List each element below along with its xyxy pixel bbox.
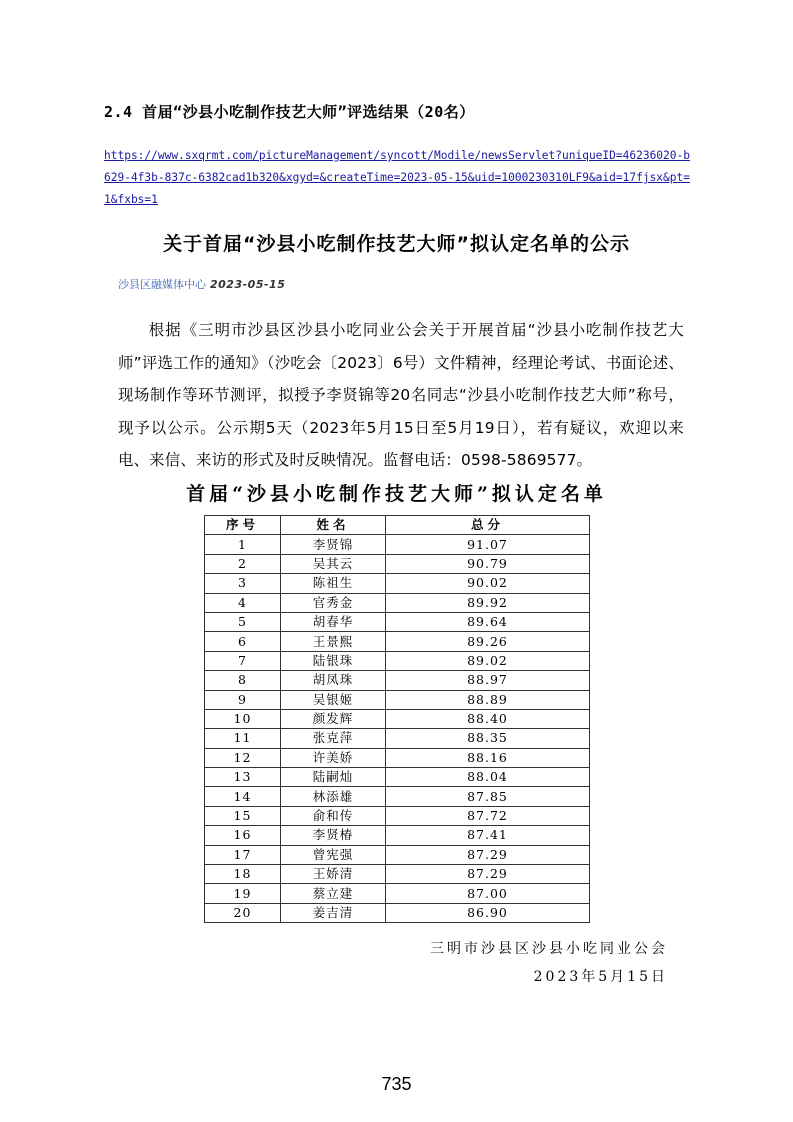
cell-name: 许美娇 <box>281 748 386 767</box>
article-title: 关于首届“沙县小吃制作技艺大师”拟认定名单的公示 <box>163 233 630 255</box>
cell-score: 89.02 <box>386 651 590 670</box>
cell-index: 5 <box>205 612 281 631</box>
table-row <box>205 612 590 631</box>
cell-score: 91.07 <box>386 535 590 554</box>
cell-score: 88.16 <box>386 748 590 767</box>
cell-score: 90.79 <box>386 554 590 573</box>
cell-name: 吴银姬 <box>281 690 386 709</box>
signature-date: 2023年5月15日 <box>533 969 668 985</box>
cell-score: 88.97 <box>386 671 590 690</box>
cell-index: 3 <box>205 574 281 593</box>
table-row <box>205 903 590 922</box>
table-row <box>205 535 590 554</box>
table-row <box>205 845 590 864</box>
table-row <box>205 768 590 787</box>
signature-org: 三明市沙县区沙县小吃同业公会 <box>430 941 668 957</box>
notice-body <box>118 314 684 477</box>
header-score: 总分 <box>386 516 590 535</box>
table-row <box>205 690 590 709</box>
cell-score: 88.04 <box>386 768 590 787</box>
cell-score: 88.40 <box>386 709 590 728</box>
list-title: 首届“沙县小吃制作技艺大师”拟认定名单 <box>186 483 607 505</box>
table-row <box>205 748 590 767</box>
byline-date: 2023-05-15 <box>210 278 286 291</box>
cell-score: 90.02 <box>386 574 590 593</box>
header-index: 序号 <box>205 516 281 535</box>
table-row <box>205 787 590 806</box>
cell-score: 87.00 <box>386 884 590 903</box>
cell-name: 官秀金 <box>281 593 386 612</box>
cell-name: 胡春华 <box>281 612 386 631</box>
table-row <box>205 806 590 825</box>
cell-name: 陈祖生 <box>281 574 386 593</box>
byline <box>118 276 285 292</box>
cell-name: 胡凤珠 <box>281 671 386 690</box>
cell-score: 87.85 <box>386 787 590 806</box>
cell-name: 蔡立建 <box>281 884 386 903</box>
cell-name: 吴其云 <box>281 554 386 573</box>
cell-name: 林添雄 <box>281 787 386 806</box>
cell-name: 姜吉清 <box>281 903 386 922</box>
cell-index: 7 <box>205 651 281 670</box>
cell-index: 15 <box>205 806 281 825</box>
cell-score: 89.92 <box>386 593 590 612</box>
table-row <box>205 709 590 728</box>
cell-name: 曾宪强 <box>281 845 386 864</box>
cell-name: 俞和传 <box>281 806 386 825</box>
cell-score: 88.35 <box>386 729 590 748</box>
table-row <box>205 729 590 748</box>
cell-name: 李贤椿 <box>281 826 386 845</box>
section-heading: 2.4 首届“沙县小吃制作技艺大师”评选结果（20名） <box>104 103 475 121</box>
table-row <box>205 671 590 690</box>
ranking-table-body <box>205 535 590 923</box>
table-header-row <box>205 516 590 535</box>
table-row <box>205 593 590 612</box>
cell-index: 14 <box>205 787 281 806</box>
cell-score: 87.41 <box>386 826 590 845</box>
cell-name: 颜发辉 <box>281 709 386 728</box>
source-link[interactable]: https://www.sxqrmt.com/pictureManagement/syncott/Modile/newsServlet?uniqueID=46236020-b629-4f3b-837c-6382cad1b320&xgyd=&createTime=2023-05-15&uid=1000230310LF9&aid=17fjsx&pt=1&fxbs=1 <box>104 149 690 206</box>
table-row <box>205 554 590 573</box>
cell-index: 6 <box>205 632 281 651</box>
ranking-table <box>204 515 590 923</box>
page-number: 735 <box>381 1074 412 1094</box>
cell-score: 87.29 <box>386 865 590 884</box>
cell-index: 1 <box>205 535 281 554</box>
cell-index: 11 <box>205 729 281 748</box>
cell-index: 4 <box>205 593 281 612</box>
cell-index: 9 <box>205 690 281 709</box>
cell-name: 李贤锦 <box>281 535 386 554</box>
cell-index: 12 <box>205 748 281 767</box>
cell-name: 陆嗣灿 <box>281 768 386 787</box>
header-name: 姓名 <box>281 516 386 535</box>
byline-source: 沙县区融媒体中心 <box>118 278 206 291</box>
cell-name: 王景熙 <box>281 632 386 651</box>
cell-score: 86.90 <box>386 903 590 922</box>
cell-score: 87.29 <box>386 845 590 864</box>
cell-score: 88.89 <box>386 690 590 709</box>
cell-index: 13 <box>205 768 281 787</box>
cell-name: 王娇清 <box>281 865 386 884</box>
notice-paragraph: 根据《三明市沙县区沙县小吃同业公会关于开展首届“沙县小吃制作技艺大师”评选工作的通知》（沙吃会〔2023〕6号）文件精神，经理论考试、书面论述、现场制作等环节测评，拟授予李贤锦等20名同志“沙县小吃制作技艺大师”称号，现予以公示。公示期5天（2023年5月15日至5月19日），若有疑议，欢迎以来电、来信、来访的形式及时反映情况。监督电话：0598-5869577。 <box>118 321 684 469</box>
table-row <box>205 884 590 903</box>
cell-index: 17 <box>205 845 281 864</box>
cell-index: 19 <box>205 884 281 903</box>
cell-score: 89.26 <box>386 632 590 651</box>
cell-index: 18 <box>205 865 281 884</box>
table-row <box>205 826 590 845</box>
cell-index: 20 <box>205 903 281 922</box>
cell-index: 16 <box>205 826 281 845</box>
cell-score: 89.64 <box>386 612 590 631</box>
cell-score: 87.72 <box>386 806 590 825</box>
table-row <box>205 651 590 670</box>
table-row <box>205 574 590 593</box>
cell-index: 8 <box>205 671 281 690</box>
cell-index: 10 <box>205 709 281 728</box>
cell-index: 2 <box>205 554 281 573</box>
table-row <box>205 632 590 651</box>
cell-name: 张克萍 <box>281 729 386 748</box>
cell-name: 陆银珠 <box>281 651 386 670</box>
table-row <box>205 865 590 884</box>
